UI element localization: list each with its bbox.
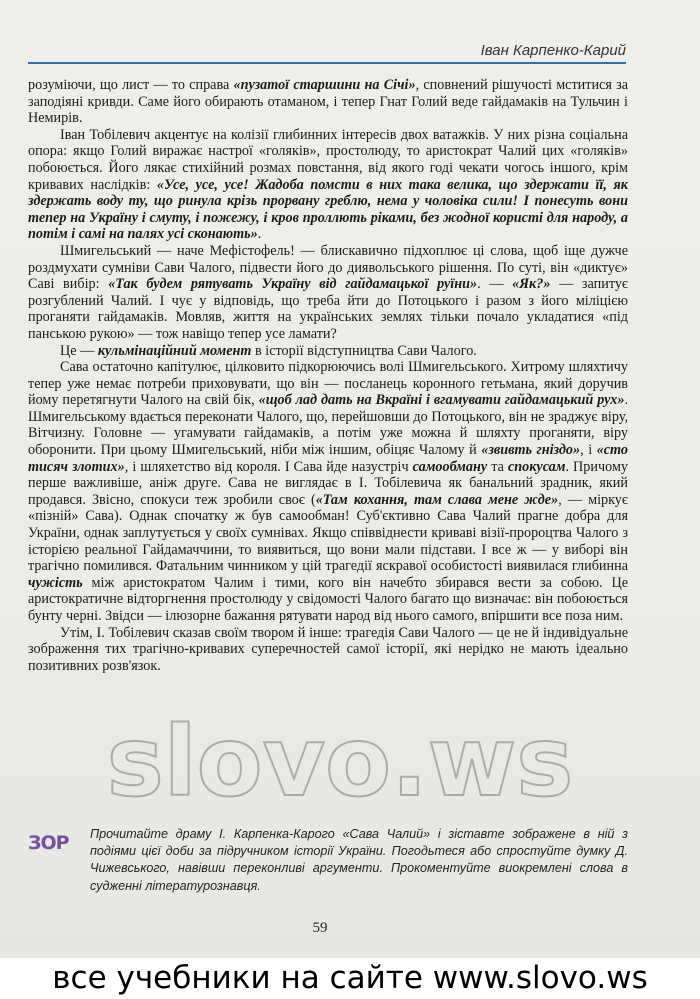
emphasized-text: кульмінаційний момент xyxy=(97,342,252,359)
watermark-logo xyxy=(40,700,640,830)
emphasized-text: самообману xyxy=(412,458,488,475)
emphasized-text: «щоб лад дать на Вкраїні і вгамувати гайдамацький рух» xyxy=(258,392,625,409)
text-run: . xyxy=(257,226,262,243)
emphasized-text: «пузатої старшини на Січі» xyxy=(233,77,416,93)
emphasized-text: «Так будем рятувать Україну від гайдамацької руїни» xyxy=(108,276,478,293)
site-banner[interactable]: все учебники на сайте www.slovo.ws xyxy=(0,958,700,999)
text-run: Сава остаточно капітулює, цілковито підкорюючись волі Шмигельського. Хитрому шляхтичу тепер уже немає потреби приховувати, що він — посланець коронного гетьмана, який доручив йому перетягнути Чалого на свій бік, xyxy=(28,359,628,409)
text-run: та xyxy=(487,458,508,475)
text-run: — запитує розгублений Чалий. І чує у відповідь, що треба йти до Потоцького і разом з його міліцією проганяти гайдамаків. Мовляв, життя на українських землях тільки почало укладатися «під панською рукою» — тож навіщо тепер усе ламати? xyxy=(28,276,629,342)
emphasized-text: «Там кохання, там слава мене жде» xyxy=(315,491,559,508)
text-run: Це — xyxy=(60,342,98,359)
text-run: . Причому перше важливіше, аніж друге. Сава не виглядає в І. Тобілевича як банальний зрадник, який продався. Звісно, спокуси теж зробили своє ( xyxy=(28,458,629,508)
emphasized-text: «сто тисяч злотих» xyxy=(28,442,628,475)
emphasized-text: «звивть гніздо» xyxy=(481,442,581,459)
running-head xyxy=(28,42,626,64)
page-number: 59 xyxy=(312,920,328,936)
paragraph xyxy=(28,625,628,675)
paragraph xyxy=(28,359,628,625)
paragraph xyxy=(28,127,628,243)
text-run: , і xyxy=(580,442,597,459)
watermark-text: slovo.ws xyxy=(106,706,574,818)
emphasized-text: чужість xyxy=(28,574,83,591)
paragraph xyxy=(28,77,628,127)
text-run: Шмигельський — наче Мефістофель! — блискавично підхоплює ці слова, щоб іще дужче роздмухати сумніви Сави Чалого, підвести його до диявольського рішення. По суті, він «диктує» Саві вибір: xyxy=(28,242,628,293)
text-run: , — міркує «пізній» Сава). Однак спочатку ж був самообман! Суб'єктивно Сава Чалий прагне добра для України, однак заплутується у своїх сумнівах. Якщо співвіднести криваві візії-пророцтва Чалого з історією реальної Гайдамаччини, то виявиться, що вони мали підстави. І все ж — у виборі він трагічно помилився. Фатальним чинником у цій трагедії яскравої особистості виявилася глибинна xyxy=(28,491,628,575)
paragraph xyxy=(28,243,628,343)
emphasized-text: спокусам xyxy=(507,458,566,475)
text-run: Утім, І. Тобілевич сказав своїм твором й інше: трагедія Сави Чалого — це не й індивідуальне зображення тих трагічно-кривавих суперечностей самої історії, які нерідко не мають ідеально позитивних розв'язок. xyxy=(28,624,628,674)
text-run: , сповнений рішучості мститися за заподіяні кривди. Саме його обирають отаманом, і тепер Гнат Голий веде гайдамаків на Тульчин і Немирів. xyxy=(28,77,628,127)
text-run: в історії відступництва Сави Чалого. xyxy=(251,342,477,359)
emphasized-text: «Як?» xyxy=(512,276,551,293)
task-text: Прочитайте драму І. Карпенка-Карого «Сава Чалий» і зіставте зображене в ній з подіями цієї доби за підручником історії України. Погодьтеся або спростуйте думку Д. Чижевського, навівши переконливі аргументи. Прокоментуйте виокремлені слова в судженні літературознавця. xyxy=(90,827,628,893)
paragraph xyxy=(28,343,628,360)
task-block xyxy=(28,826,628,898)
text-run: розуміючи, що лист — то справа xyxy=(28,77,234,93)
body-text xyxy=(28,77,628,674)
emphasized-text: «Усе, усе, усе! Жадоба помсти в них така велика, що здержати її, як здержать воду ту, що ринула крізь прорвану греблю, нема у чоловіка сили! І понесуть вони тепер на Україну і смуту, і пожежу, і кров проллють ріками, без жодної користі для народу, а потім і самі на палях усі сконають» xyxy=(28,176,628,243)
zor-label: ЗОР xyxy=(28,832,69,854)
text-run: Іван Тобілевич акцентує на колізії глибинних інтересів двох ватажків. У них різна соціальна опора: якщо Голий виражає настрої «голяків», простолюду, то аристократ Чалий цих «голяків» побоюється. Його лякає стихійний розмах повстання, від якого годі чекати чогось іншого, крім кривавих наслідків: xyxy=(28,126,628,193)
text-run: , і шляхетство від короля. І Сава йде назустріч xyxy=(124,458,413,475)
text-run: . — xyxy=(477,276,513,293)
running-head-title: Іван Карпенко-Карий xyxy=(480,42,626,59)
text-run: між аристократом Чалим і тими, кого він начебто збирався вести за собою. Це аристократичне відторгнення простолюду у свідомості Чалого багато що визначає: він побоюється бунту черні. Звідси — ілюзорне бажання рятувати народ від нього самого, впіршити все поза ним. xyxy=(28,574,628,624)
text-run: . Шмигельському вдається переконати Чалого, що, перейшовши до Потоцького, він не зраджує віру, Вітчизну. Головне — угамувати гайдамаків, а потім уже можна й шляхту проганяти, віру оборонити. При цьому Шмигельський, ніби між іншим, обіцяє Чалому й xyxy=(28,392,628,459)
